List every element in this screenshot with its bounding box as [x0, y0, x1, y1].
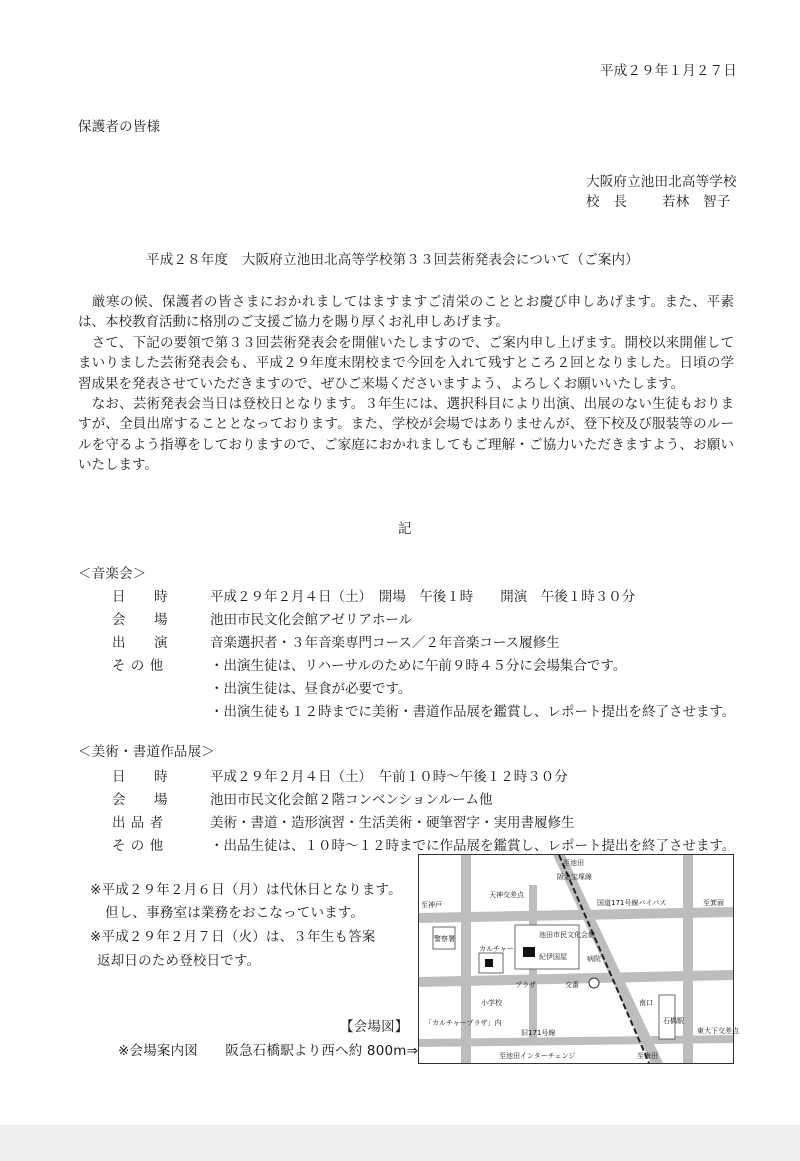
map-label: 小学校: [481, 999, 502, 1007]
exhibition-row-key: 会 場: [112, 792, 168, 808]
east-road: [683, 855, 693, 1063]
concert-note: ・出演生徒は、昼食が必要です。: [210, 681, 412, 697]
document-date: 平成２９年１月２７日: [600, 63, 737, 79]
body-paragraph-2: さて、下記の要領で第３３回芸術発表会を開催いたしますので、ご案内申し上げます。開校以来開催してまいりました芸術発表会も、平成２９年度末閉校まで今回を入れて残すところ２回となりました。日頃の学習成果を発表させていただきますので、ぜひご来場くださいますよう、よろしくお願いいたします。: [78, 334, 734, 392]
sender-school: 大阪府立池田北高等学校: [586, 174, 737, 190]
notice-line: 但し、事務室は業務をおこなっています。: [105, 905, 365, 921]
map-label: 交番: [565, 981, 579, 989]
document-title: 平成２８年度 大阪府立池田北高等学校第３３回芸術発表会について（ご案内）: [146, 252, 639, 268]
ki-heading: 記: [398, 521, 412, 537]
notice-line: ※平成２９年２月６日（月）は代休日となります。: [90, 882, 402, 898]
map-label: 警察署: [434, 935, 455, 943]
body-paragraph-1: 厳寒の候、保護者の皆さまにおかれましてはますますご清栄のこととお慶び申しあげます。また、平素は、本校教育活動に格別のご支援ご協力を賜り厚くお礼申しあげます。: [78, 294, 734, 331]
venue-marker: [523, 947, 535, 957]
map-label: 至池田インターチェンジ: [499, 1052, 576, 1060]
exhibition-row-value: 池田市民文化会館２階コンベンションルーム他: [210, 792, 493, 808]
recipient: 保護者の皆様: [78, 119, 161, 135]
venue-map-drawing: [419, 855, 739, 1063]
concert-row-key: 会 場: [112, 612, 168, 628]
concert-heading: ＜音楽会＞: [78, 566, 147, 582]
map-label: 天神交差点: [489, 891, 524, 899]
concert-row-key: 出 演: [112, 635, 168, 651]
map-caption: 【会場図】: [340, 1019, 409, 1035]
exhibition-row-value: 美術・書道・造形演習・生活美術・硬筆習字・実用書履修生: [210, 815, 575, 831]
map-label: プラザ: [515, 981, 536, 989]
sender-name: 若林 智子: [662, 194, 731, 210]
concert-row-value: ・出演生徒は、リハーサルのために午前９時４５分に会場集合です。: [210, 658, 627, 674]
map-label: 南口: [639, 999, 653, 1007]
map-label: 東大下交差点: [697, 1027, 739, 1035]
concert-row-value: 平成２９年２月４日（土） 開場 午後１時 開演 午後１時３０分: [210, 589, 636, 605]
west-road: [461, 855, 471, 1063]
map-label: 至梅田: [637, 1052, 658, 1060]
exhibition-row-value: 平成２９年２月４日（土） 午前１０時～午後１２時３０分: [210, 769, 568, 785]
venue-map: [418, 854, 739, 1064]
notice-line: ※平成２９年２月７日（火）は、３年生も答案: [90, 929, 376, 945]
map-label: 至神戸: [421, 901, 442, 909]
concert-note: ・出演生徒も１２時までに美術・書道作品展を鑑賞し、レポート提出を終了させます。: [210, 704, 736, 720]
map-directions: ※会場案内図 阪急石橋駅より西へ約 800m⇒: [118, 1043, 419, 1059]
notice-line: 返却日のため登校日です。: [97, 953, 261, 969]
page-footer-band: [0, 1125, 800, 1161]
exhibition-row-value: ・出品生徒は、１０時～１２時までに作品展を鑑賞し、レポート提出を終了させます。: [210, 838, 736, 854]
map-label: 紀伊国屋: [539, 953, 567, 961]
map-label: 池田市民文化会館: [539, 931, 595, 939]
plaza-marker: [485, 959, 493, 967]
body-text: [78, 292, 734, 476]
map-label: カルチャー: [479, 945, 514, 953]
koban-marker: [589, 978, 599, 988]
exhibition-row-key: 日 時: [112, 769, 168, 785]
map-label: 阪急宝塚線: [557, 873, 592, 881]
map-label: 病院: [587, 955, 601, 963]
concert-row-key: 日 時: [112, 589, 168, 605]
map-label: 至箕面: [703, 899, 724, 907]
concert-row-value: 池田市民文化会館アゼリアホール: [210, 612, 413, 628]
exhibition-heading: ＜美術・書道作品展＞: [78, 744, 215, 760]
map-label: 旧171号線: [521, 1029, 556, 1037]
concert-row-key: そ の 他: [112, 658, 164, 674]
exhibition-row-key: 出 品 者: [112, 815, 164, 831]
body-paragraph-3: なお、芸術発表会当日は登校日となります。３年生には、選択科目により出演、出展のない生徒もおりますが、全員出席することとなっております。また、学校が会場ではありませんが、登下校及び服装等のルールを守るよう指導をしておりますので、ご家庭におかれましてもご理解・ご協力いただきますよう、お願いいたします。: [78, 396, 734, 474]
map-label: 国道171号線バイパス: [597, 899, 667, 907]
map-label: 石橋駅: [663, 1017, 684, 1025]
map-label: 至池田: [563, 859, 584, 867]
exhibition-row-key: そ の 他: [112, 838, 164, 854]
concert-row-value: 音楽選択者・３年音楽専門コース／２年音楽コース履修生: [210, 635, 560, 651]
map-label: 「カルチャープラザ」内: [425, 1019, 502, 1027]
sender-role: 校 長: [586, 194, 628, 210]
